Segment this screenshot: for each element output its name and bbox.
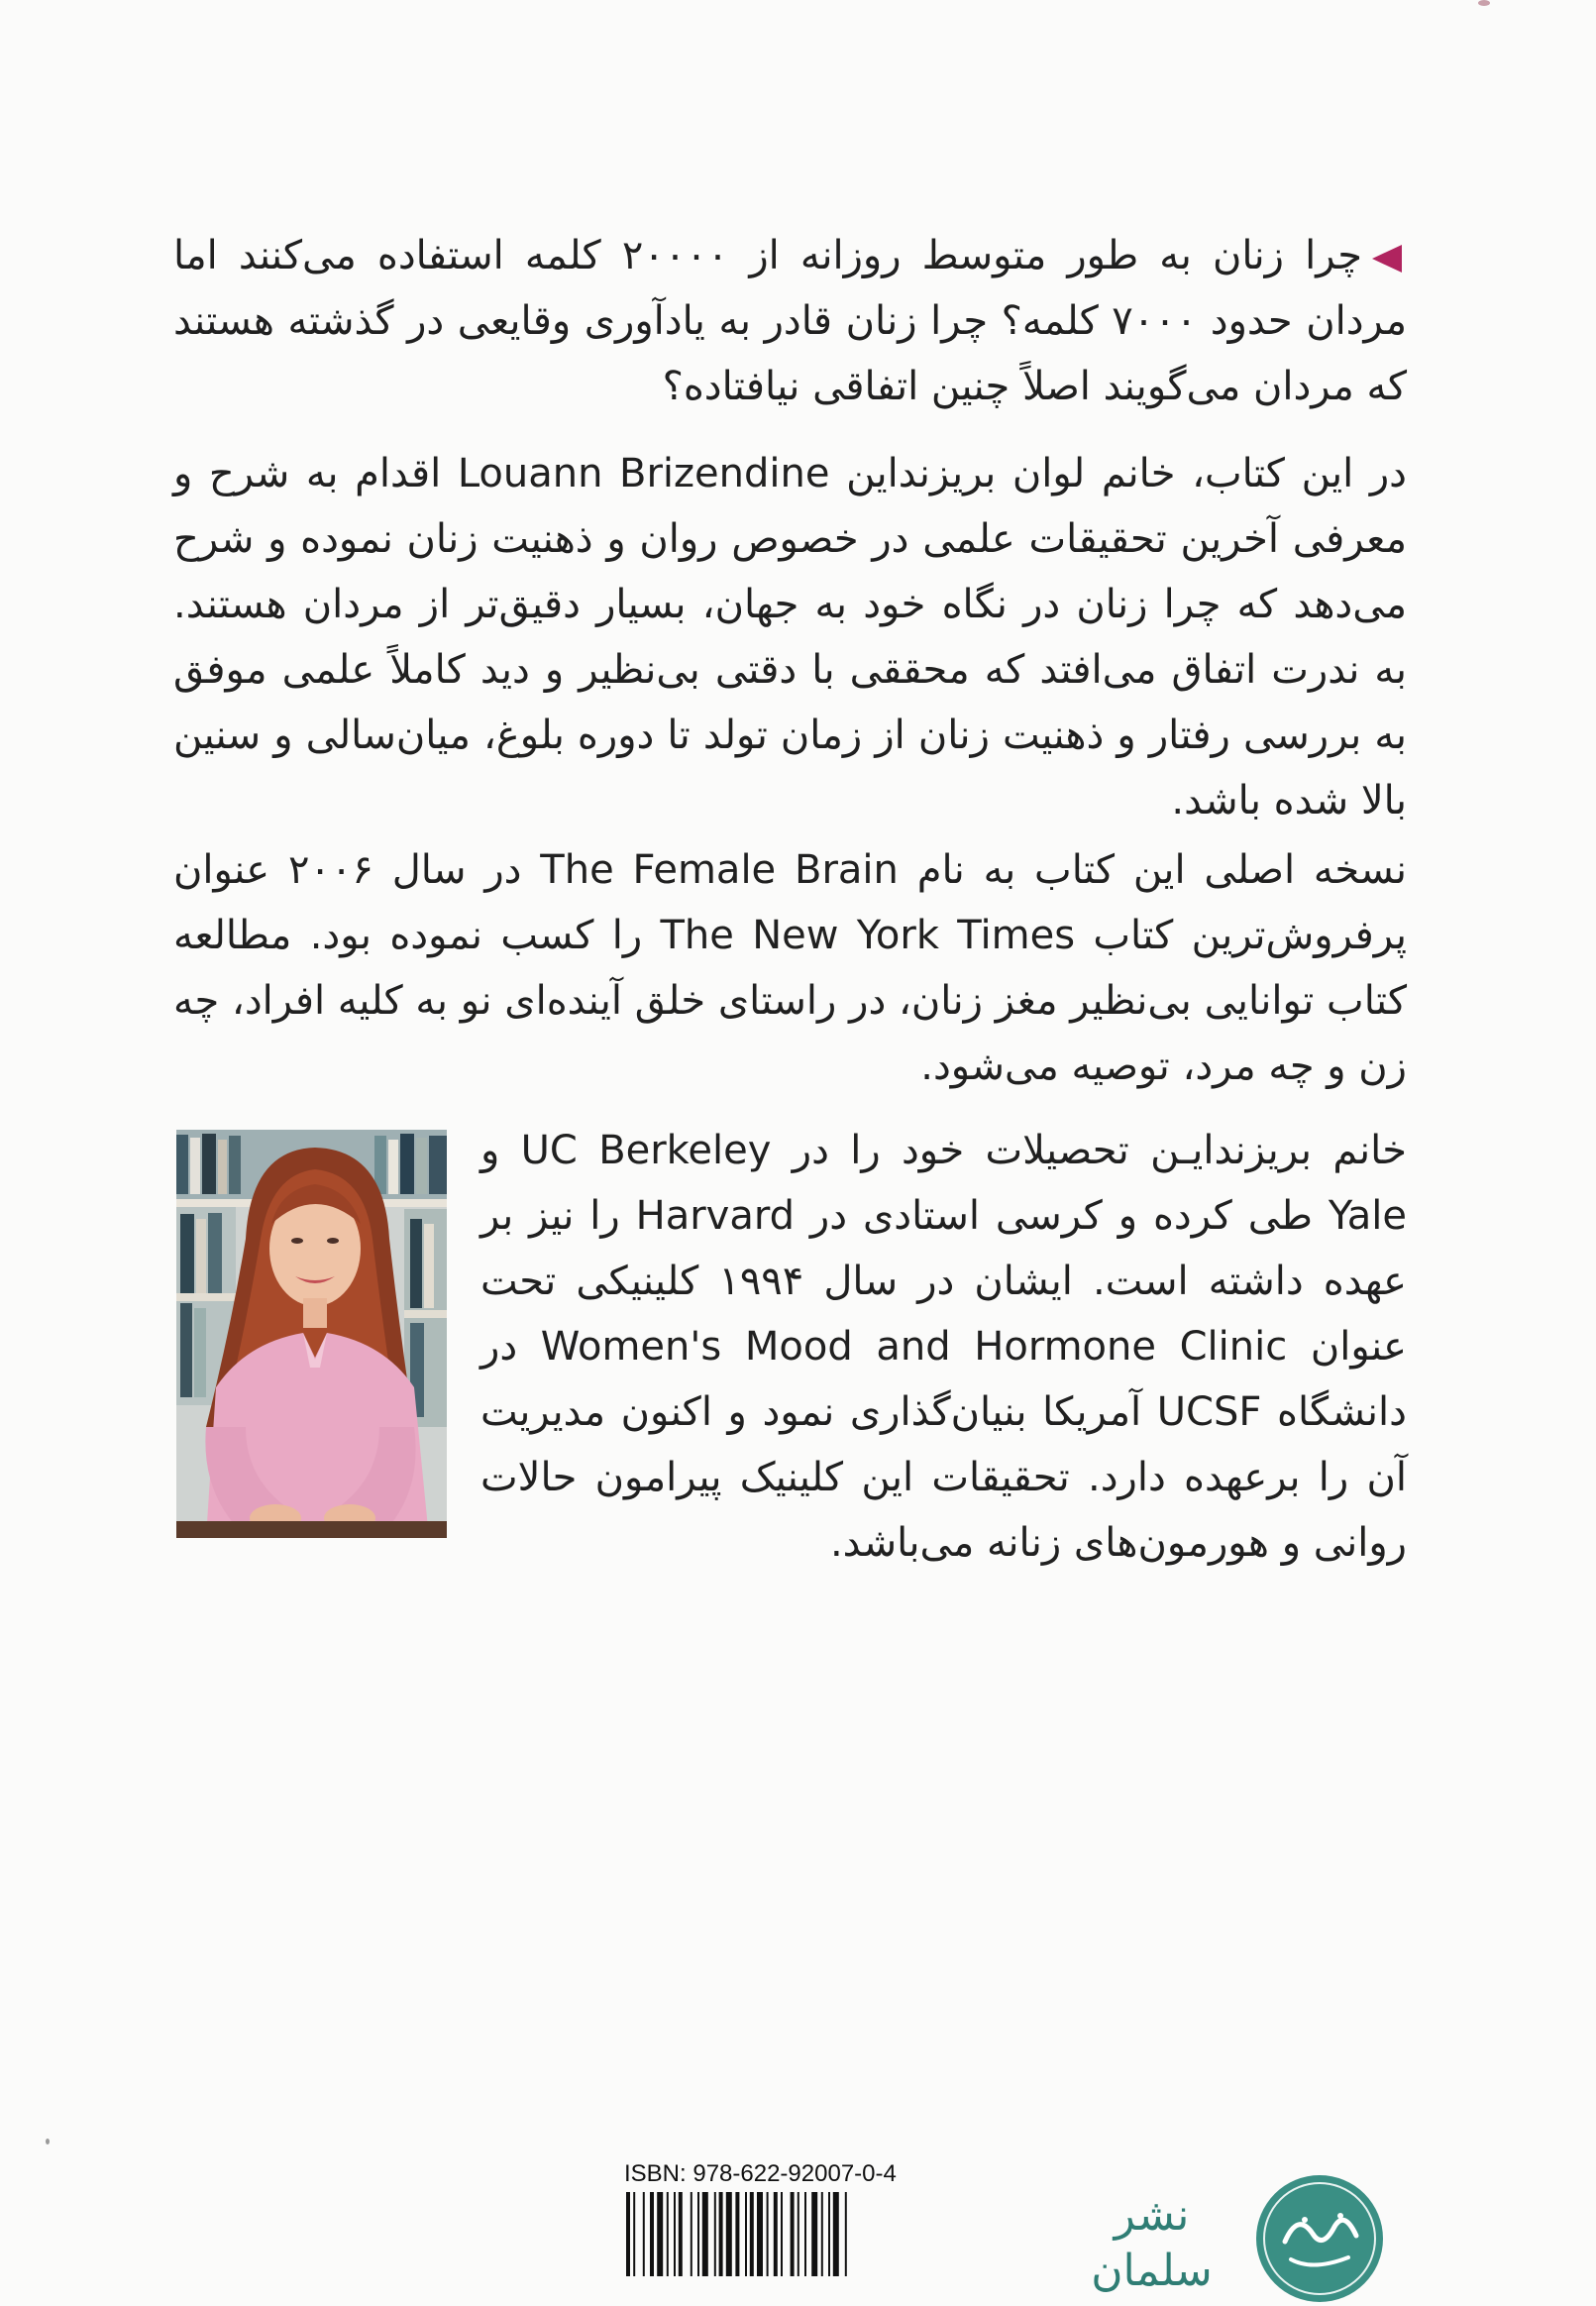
original-edition-paragraph: نسخه اصلی این کتاب به نام The Female Brain در سال ۲۰۰۶ عنوان پرفروش‌ترین کتاب The New York Times را کسب نموده بود. مطالعه کتاب توانایی بی‌نظیر مغز زنان، در راستای خلق آینده‌ای نو به کلیه افراد، چه زن و چه مرد، توصیه می‌شود. bbox=[173, 847, 1407, 1089]
author-bio-paragraph: خانم بریزندایـن تحصیلات خود را در UC Berkeley و Yale طی کرده و کرسی استادی در Harvard را نیز بر عهده داشته است. ایشان در سال ۱۹۹۴ کلینیکی تحت عنوان Women's Mood and Hormone Clinic در دانشگاه UCSF آمریکا بنیان‌گذاری نمود و اکنون مدیریت آن را برعهده دارد. تحقیقات این کلینیک پیرامون حالات روانی و هورمون‌های زنانه می‌باشد. bbox=[480, 1128, 1408, 1566]
publisher-name bbox=[1065, 2188, 1238, 2299]
publisher-line-1: نشر bbox=[1114, 2190, 1190, 2241]
publisher-logo-icon bbox=[1253, 2172, 1387, 2306]
paper-speck bbox=[46, 2139, 50, 2144]
intro-paragraph bbox=[173, 223, 1407, 419]
barcode-icon bbox=[624, 2192, 921, 2276]
author-photo bbox=[176, 1130, 447, 1538]
isbn-label: ISBN: 978-622-92007-0-4 bbox=[624, 2160, 897, 2187]
publisher-line-2: سلمان bbox=[1091, 2246, 1213, 2296]
paper-speck bbox=[1478, 0, 1490, 6]
intro-text: چرا زنان به طور متوسط روزانه از ۲۰۰۰۰ کلمه استفاده می‌کنند اما مردان حدود ۷۰۰۰ کلمه؟ چرا زنان قادر به یادآوری وقایعی در گذشته هستند که مردان می‌گویند اصلاً چنین اتفاقی نیافتاده؟ bbox=[173, 233, 1407, 409]
description-paragraph: در این کتاب، خانم لوان بریزنداین Louann Brizendine اقدام به شرح و معرفی آخرین تحقیقات علمی در خصوص روان و ذهنیت زنان نموده و شرح می‌دهد که چرا زنان در نگاه خود به جهان، بسیار دقیق‌تر از مردان هستند. به ندرت اتفاق می‌افتد که محققی با دقتی بی‌نظیر و دید کاملاً علمی موفق به بررسی رفتار و ذهنیت زنان از زمان تولد تا دوره بلوغ، میان‌سالی و سنین بالا شده باشد. bbox=[173, 451, 1407, 824]
